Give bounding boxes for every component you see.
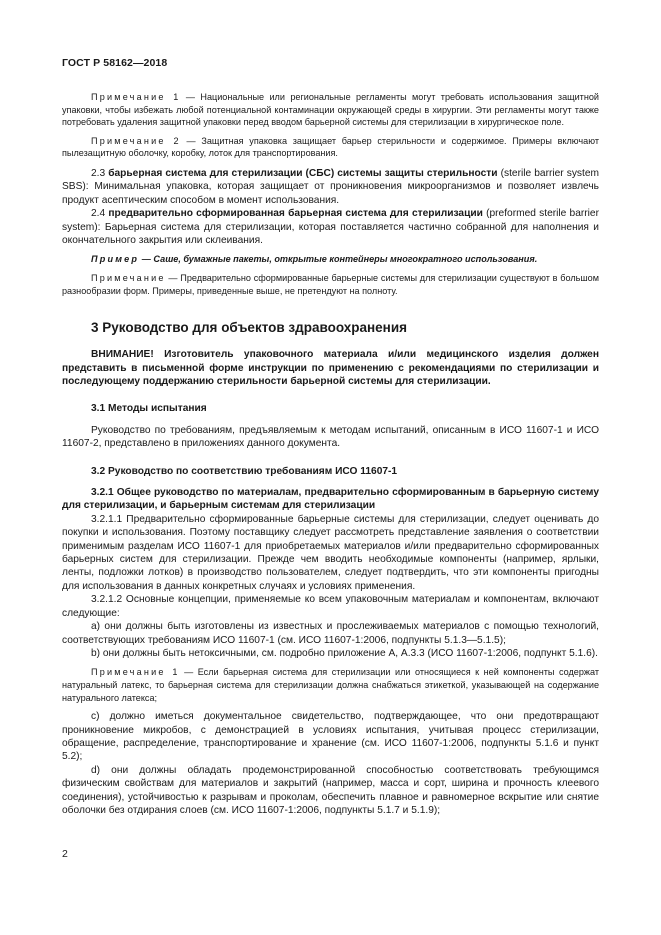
definition-2-4 [62,207,599,247]
document-content [62,86,599,817]
definition-number: 2.4 [91,208,109,220]
note-text: — Если барьерная система для стерилизации или относящиеся к ней компоненты содержат натуральный латекс, то барьерная система для стерилизации должна снабжаться этикеткой, указывающей на содержание натурального латекса; [62,667,600,703]
paragraph-3-2-1-1: 3.2.1.1 Предварительно сформированные барьерные системы для стерилизации, следует оценивать до покупки и использования. Поэтому поставщику следует рассмотреть представление заявления о соответствии применимым разделам ИСО 11607-1 для приобретаемых материалов и/или предварительно сформированных барьерных систем для стерилизации. Прежде чем вводить необходимые компоненты (например, ярлыки, ленты, подложки лотков) в производство пользователем, следует подтвердить, что эти компоненты пригодны для использования в данных конкретных случаях и условиях применения. [62,513,599,592]
example-label: Пример [91,254,140,265]
section-3-2-1-title: 3.2.1 Общее руководство по материалам, предварительно сформированным в барьерную систему для стерилизации, и барьерным системам для стерилизации [62,487,599,512]
list-item-d: d) они должны обладать продемонстрированной способностью соответствовать требующимся физическим свойствам для материалов и закрытий (например, масса и сорт, ширина и прочность клеевого соединения), устойчивостью к разрывам и проколам, обеспечить плавное и равномерное вскрытие или снятие оболочки без отдирания слоев (см. ИСО 11607-1:2006, подпункты 5.1.7 и 5.1.9); [62,764,599,816]
note-text: — Защитная упаковка защищает барьер стерильности и содержимое. Примеры включают пылезащитную оболочку, коробку, лоток для транспортирования. [62,135,599,159]
document-header: ГОСТ Р 58162—2018 [62,57,168,69]
section-3-title: 3 Руководство для объектов здравоохранения [91,320,407,336]
definition-term: предварительно сформированная барьерная система для стерилизации [108,208,483,220]
section-3-2-title: 3.2 Руководство по соответствию требованиям ИСО 11607-1 [91,465,398,477]
note-label: Примечание 1 [91,667,180,678]
note-4 [62,666,599,704]
definition-text: (sterile barrier system SBS): Минимальная упаковка, которая защищает от проникновения микроорганизмов и позволяет извлечь продукт асептическим способом в момент использования. [62,167,599,206]
note-text: — Предварительно сформированные барьерные системы для стерилизации существуют в большом разнообразии форм. Примеры, приведенные выше, не претендуют на полноту. [62,273,599,296]
note-label: Примечание 2 [91,135,181,146]
section-3-1-title: 3.1 Методы испытания [91,403,207,415]
note-label: Примечание [91,273,166,283]
attention-paragraph: ВНИМАНИЕ! Изготовитель упаковочного материала и/или медицинского изделия должен представить в письменной форме инструкции по применению с рекомендациями по стерилизации и последующему поддержанию стерильности барьерной системы для стерилизации. [62,349,599,387]
page-number: 2 [62,848,68,860]
example-note [62,253,599,266]
list-item-a: a) они должны быть изготовлены из известных и прослеживаемых материалов с помощью технологий, соответствующих требованиям ИСО 11607-1 (см. ИСО 11607-1:2006, подпункты 5.1.3—5.1.5); [62,621,599,646]
paragraph-3-2-1-2: 3.2.1.2 Основные концепции, применяемые ко всем упаковочным материалам и компонентам, включают следующие: [62,594,599,619]
definition-text: (preformed sterile barrier system): Барьерная система для стерилизации, которая поставляется частично собранной для наполнения и окончательного закрытия или склеивания. [62,208,599,246]
definition-term: барьерная система для стерилизации (СБС) системы защиты стерильности [108,167,498,179]
list-item-b: b) они должны быть нетоксичными, см. подробно приложение А, А.3.3 (ИСО 11607-1:2006, подпункт 5.1.6). [91,647,598,659]
note-text: — Национальные или региональные регламенты могут требовать использования защитной упаковки, чтобы избежать любой потенциальной контаминации окружающей среды в хирургии. Эти регламенты могут также потребовать удаления защитной упаковки перед вводом барьерной системы для стерилизации в хирургическое поле. [62,92,600,128]
definition-number: 2.3 [91,167,109,179]
list-item-c: c) должно иметься документальное свидетельство, подтверждающее, что они предотвращают проникновение микробов, с демонстрацией в условиях испытания, учитывая процесс стерилизации, обращение, распределение, транспортирование и хранение (см. ИСО 11607-1:2006, подпункты 5.1.6 и пункт 5.2); [62,711,599,763]
note-2 [62,135,599,160]
note-1 [62,91,599,129]
example-text: — Саше, бумажные пакеты, открытые контейнеры многократного использования. [139,254,538,265]
definition-2-3 [62,167,599,207]
section-3-1-text: Руководство по требованиям, предъявляемым к методам испытаний, описанным в ИСО 11607-1 и ИСО 11607-2, представлено в приложениях данного документа. [62,424,599,450]
note-label: Примечание 1 [91,92,181,102]
note-3 [62,272,599,297]
